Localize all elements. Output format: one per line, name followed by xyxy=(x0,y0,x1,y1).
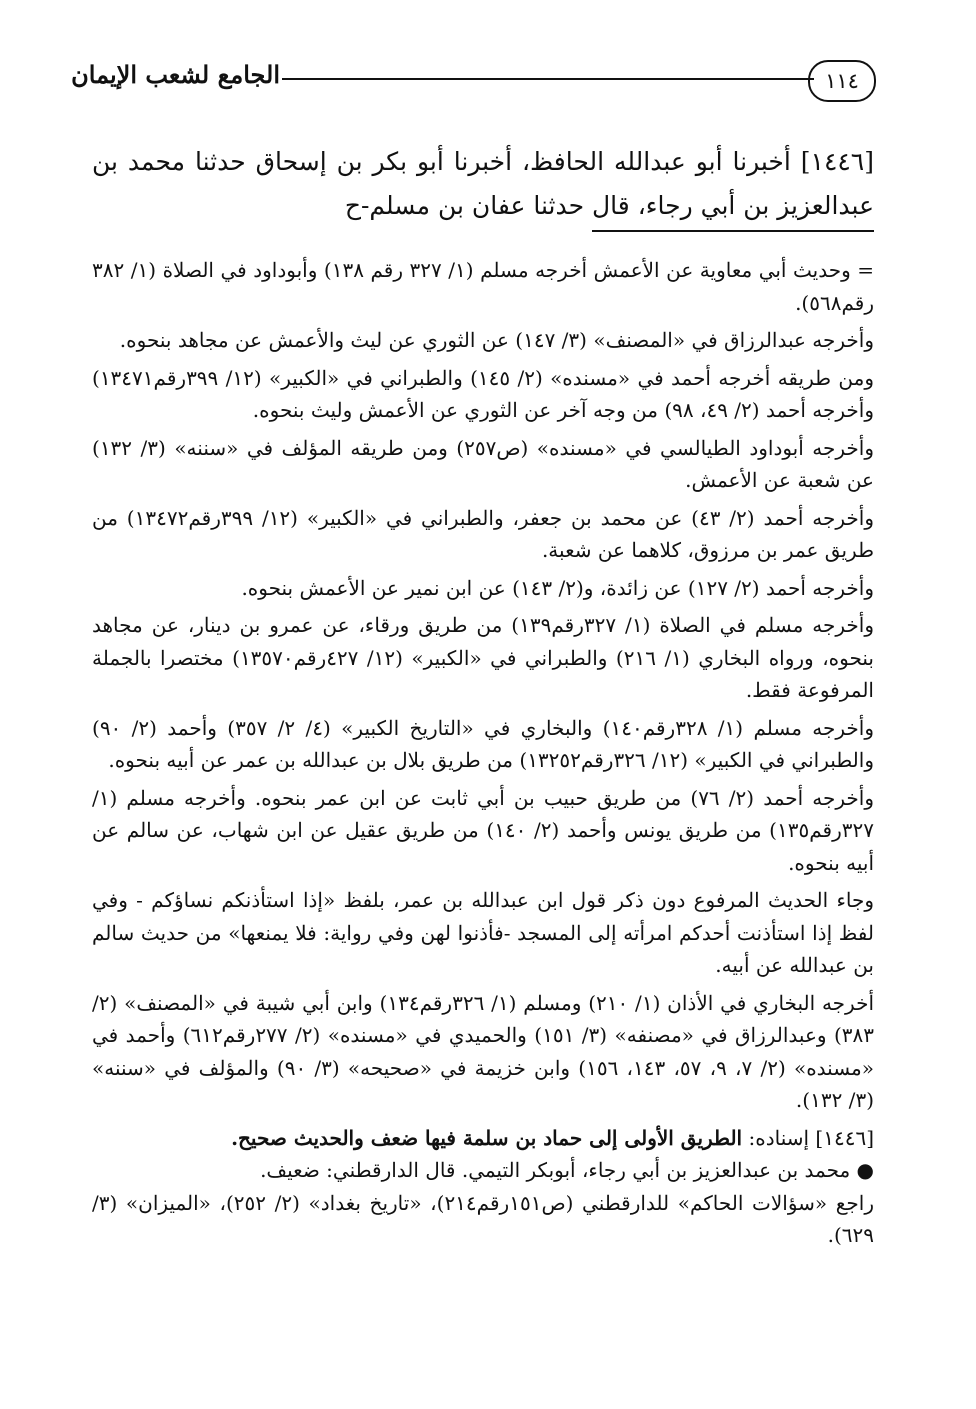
book-title: الجامع لشعب الإيمان xyxy=(71,60,280,89)
footnote-paragraph: أخرجه البخاري في الأذان (١/ ٢١٠) ومسلم (١/ ٣٢٦رقم١٣٤) وابن أبي شيبة في «المصنف» (٢/ ٣٨٣) وعبدالرزاق في «مصنفه» (٣/ ١٥١) والحميدي في «مسنده» (٢/ ٢٧٧رقم٦١٢) وأحمد في «مسنده» (٢/ ٧، ٩، ٥٧، ١٤٣، ١٥٦) وابن خزيمة في «صحيحه» (٣/ ٩٠) والمؤلف في «سننه» (٣/ ١٣٢). xyxy=(92,990,875,1112)
footnote-paragraph: وجاء الحديث المرفوع دون ذكر قول ابن عبدالله بن عمر، بلفظ «إذا استأذنكم نساؤكم - وفي لفظ إذا استأذنت أحدكم امرأته إلى المسجد -فأذنوا لهن وفي رواية: فلا يمنعها» من حديث سالم بن عبدالله عن أبيه. xyxy=(92,888,874,977)
header-rule xyxy=(282,78,814,80)
footnote-divider xyxy=(592,230,874,232)
footnote-paragraph: = وحديث أبي معاوية عن الأعمش أخرجه مسلم (١/ ٣٢٧ رقم ١٣٨) وأبوداود في الصلاة (١/ ٣٨٢ رقم٥٦٨). xyxy=(92,258,874,315)
page-number: ١١٤ xyxy=(808,60,876,102)
footnote-paragraph: ومن طريقه أخرجه أحمد في «مسنده» (٢/ ١٤٥) والطبراني في «الكبير» (١٢/ ٣٩٩رقم١٣٤٧١) وأخرجه أحمد (٢/ ٤٩، ٩٨) من وجه آخر عن الثوري عن الأعمش وليث بنحوه. xyxy=(92,365,874,422)
footnote-paragraph: وأخرجه أحمد (٢/ ٧٦) من طريق حبيب بن أبي ثابت عن ابن عمر بنحوه. وأخرجه مسلم (١/ ٣٢٧رقم١٣٥) من طريق يونس وأحمد (٢/ ١٤٠) من طريق عقيل عن ابن شهاب، عن سالم عن أبيه بنحوه. xyxy=(92,785,874,875)
isnad-verdict xyxy=(92,1122,874,1155)
reference-paragraph: راجع «سؤالات الحاكم» للدارقطني (ص١٥١رقم٢١٤)، «تاريخ بغداد» (٢/ ٢٥٢)، «الميزان» (٣/ ٦٢٩). xyxy=(92,1190,874,1247)
isnad-lead: [١٤٤٦] إسناده: xyxy=(748,1125,874,1150)
footnote-paragraph: وأخرجه أحمد (٢/ ٤٣) عن محمد بن جعفر، والطبراني في «الكبير» (١٢/ ٣٩٩رقم١٣٤٧٢) من طريق عمر بن مرزوق، كلاهما عن شعبة. xyxy=(92,505,874,562)
footnote-paragraph: وأخرجه أحمد (٢/ ١٢٧) عن زائدة، و(٢/ ١٤٣) عن ابن نمير عن الأعمش بنحوه. xyxy=(241,575,874,600)
footnote-paragraph: وأخرجه أبوداود الطيالسي في «مسنده» (ص٢٥٧) ومن طريقه المؤلف في «سننه» (٣/ ١٣٢) عن شعبة عن الأعمش. xyxy=(92,435,874,492)
footnote-paragraph: وأخرجه مسلم في الصلاة (١/ ٣٢٧رقم١٣٩) من طريق ورقاء، عن عمرو بن دينار، عن مجاهد بنحوه، ورواه البخاري (١/ ٢١٦) والطبراني في «الكبير» (١٢/ ٤٢٧رقم١٣٥٧٠) مختصرا بالجملة المرفوعة فقط. xyxy=(92,613,874,702)
footnote-paragraph: وأخرجه مسلم (١/ ٣٢٨رقم١٤٠) والبخاري في «التاريخ الكبير» (٤/ ٢/ ٣٥٧) وأحمد (٢/ ٩٠) والطبراني في الكبير» (١٢/ ٣٢٦رقم١٣٢٥٢) من طريق بلال بن عبدالله بن عمر عن أبيه بنحوه. xyxy=(92,715,874,772)
footnotes xyxy=(92,254,874,1257)
isnad-bold-text: الطريق الأولى إلى حماد بن سلمة فيها ضعف والحديث صحيح. xyxy=(231,1125,743,1150)
narrator-bullet: ● محمد بن عبدالعزيز بن أبي رجاء، أبوبكر التيمي. قال الدارقطني: ضعيف. xyxy=(260,1158,874,1182)
main-text: [١٤٤٦] أخبرنا أبو عبدالله الحافظ، أخبرنا أبو بكر بن إسحاق حدثنا محمد بن عبدالعزيز بن أبي رجاء، قال حدثنا عفان بن مسلم-ح xyxy=(92,147,874,220)
footnote-paragraph: وأخرجه عبدالرزاق في «المصنف» (٣/ ١٤٧) عن الثوري عن ليث والأعمش عن مجاهد بنحوه. xyxy=(119,328,874,352)
page-header xyxy=(71,58,876,102)
